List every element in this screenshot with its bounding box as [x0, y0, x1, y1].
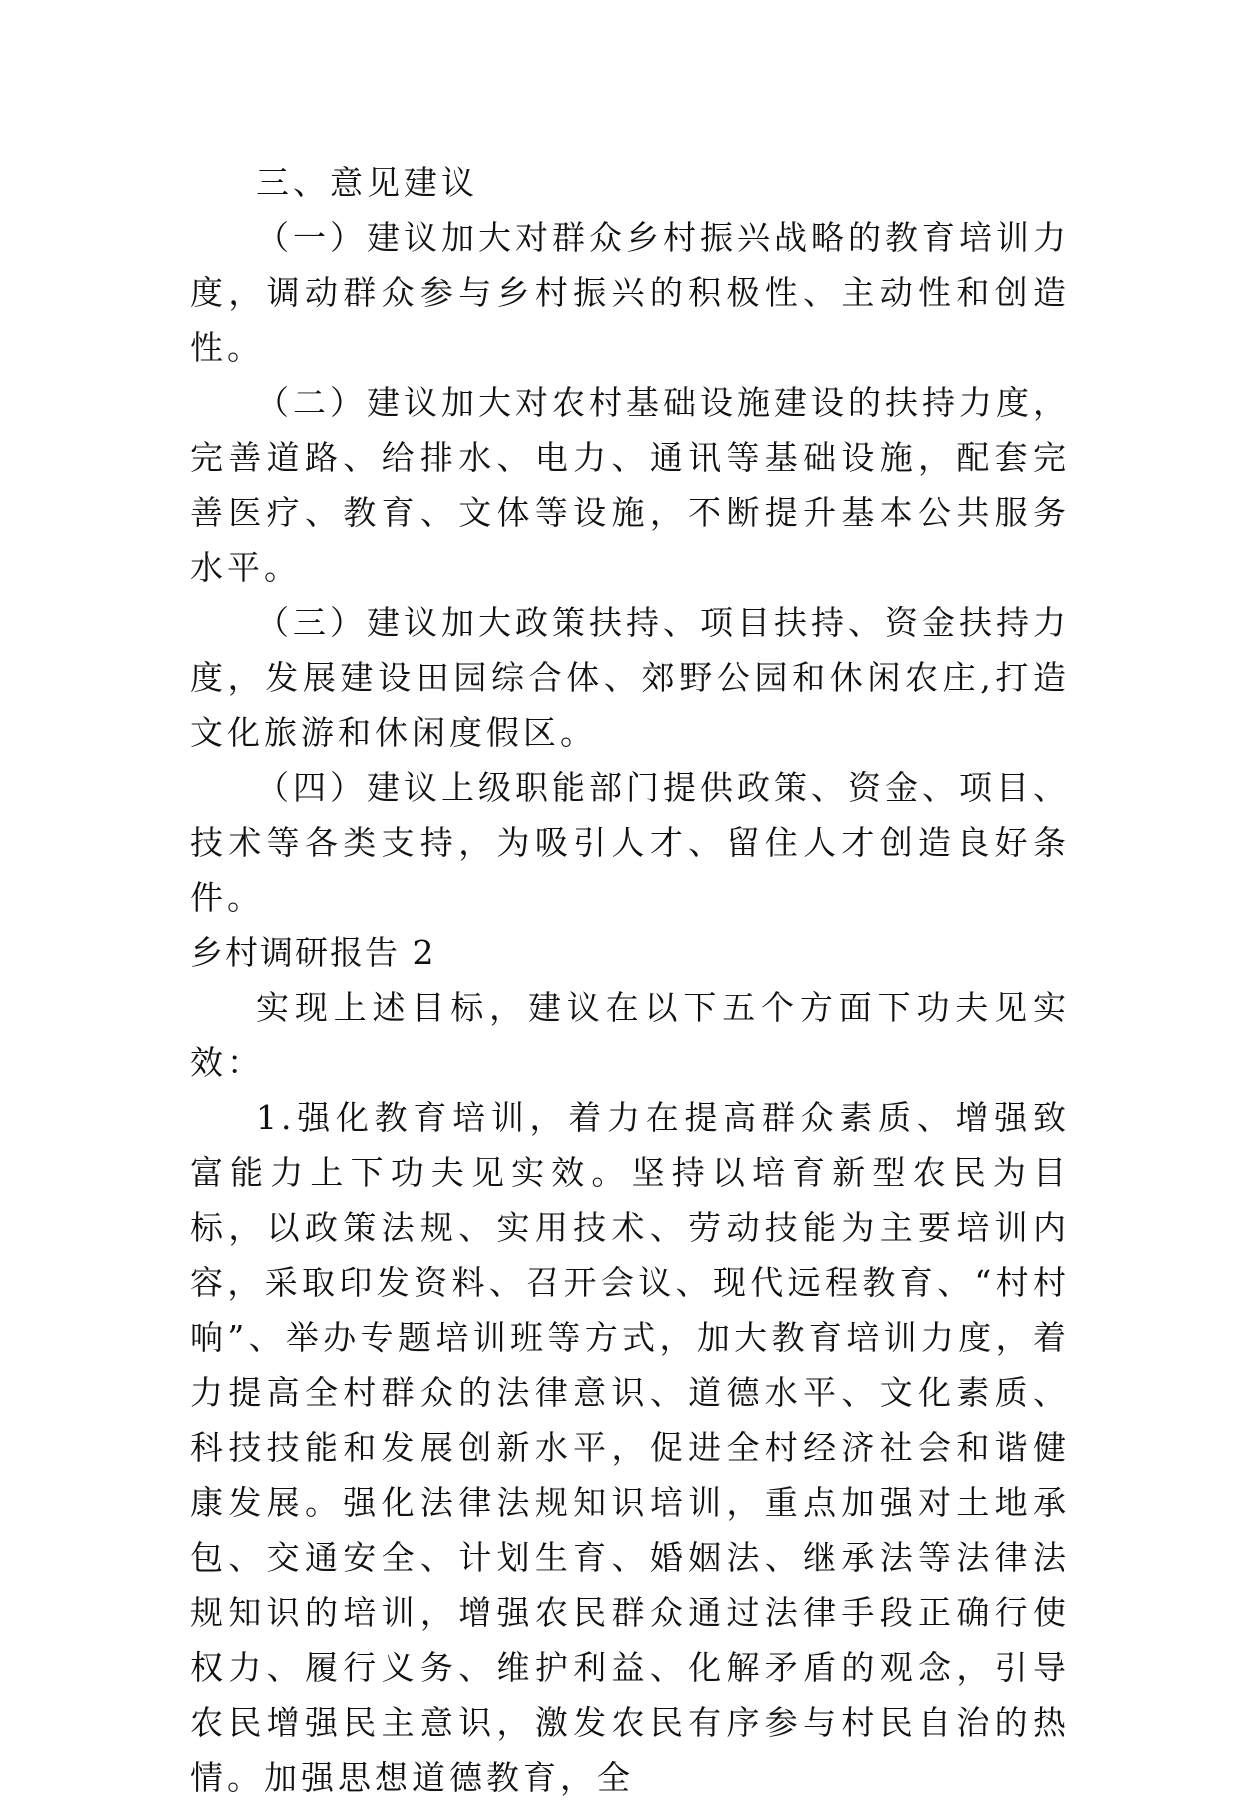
paragraph: 1.强化教育培训，着力在提高群众素质、增强致富能力上下功夫见实效。坚持以培育新型农民为目标，以政策法规、实用技术、劳动技能为主要培训内容，采取印发资料、召开会议、现代远程教育、“村村响”、举办专题培训班等方式，加大教育培训力度，着力提高全村群众的法律意识、道德水平、文化素质、科技技能和发展创新水平，促进全村经济社会和谐健康发展。强化法律法规知识培训，重点加强对土地承包、交通安全、计划生育、婚姻法、继承法等法律法规知识的培训，增强农民群众通过法律手段正确行使权力、履行义务、维护利益、化解矛盾的观念，引导农民增强民主意识，激发农民有序参与村民自治的热情。加强思想道德教育，全	[190, 1098, 1070, 1797]
intro-paragraph: 实现上述目标，建议在以下五个方面下功夫见实效：	[190, 988, 1070, 1082]
document-body	[190, 155, 1070, 1805]
paragraph: （二）建议加大对农村基础设施建设的扶持力度，完善道路、给排水、电力、通讯等基础设施，配套完善医疗、教育、文体等设施，不断提升基本公共服务水平。	[190, 383, 1070, 587]
section-heading: 三、意见建议	[256, 163, 478, 202]
paragraph: （三）建议加大政策扶持、项目扶持、资金扶持力度，发展建设田园综合体、郊野公园和休闲农庄,打造文化旅游和休闲度假区。	[190, 603, 1070, 752]
paragraph: （四）建议上级职能部门提供政策、资金、项目、技术等各类支持，为吸引人才、留住人才创造良好条件。	[190, 768, 1070, 917]
paragraph: （一）建议加大对群众乡村振兴战略的教育培训力度，调动群众参与乡村振兴的积极性、主动性和创造性。	[190, 218, 1070, 367]
report-title: 乡村调研报告 2	[190, 933, 436, 972]
